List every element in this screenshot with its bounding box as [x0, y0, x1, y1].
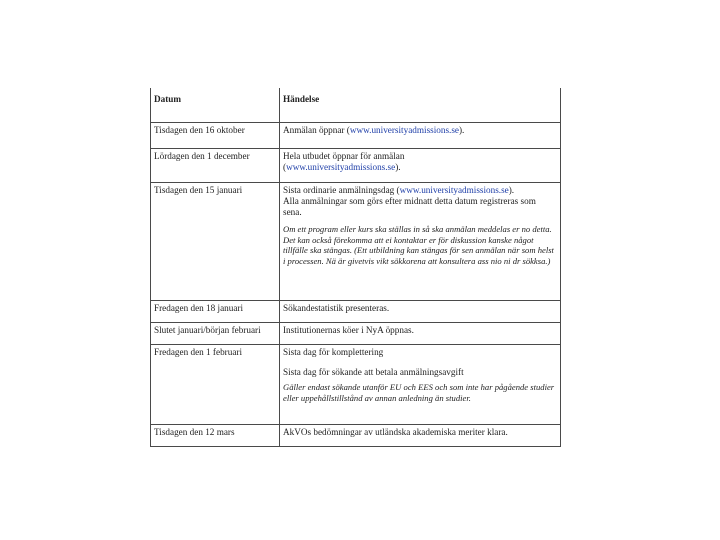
event-text: Sista dag för komplettering	[283, 347, 384, 357]
row-event	[280, 123, 561, 149]
schedule-table	[150, 88, 561, 447]
admissions-link[interactable]: www.universityadmissions.se	[349, 125, 459, 135]
row-event: AkVOs bedömningar av utländska akademiska meriter klara.	[280, 425, 561, 447]
row-date: Fredagen den 18 januari	[151, 301, 280, 323]
row-date: Lördagen den 1 december	[151, 149, 280, 183]
row-date: Tisdagen den 15 januari	[151, 183, 280, 301]
admissions-link[interactable]: www.universityadmissions.se	[286, 162, 396, 172]
event-text-end: ).	[395, 162, 401, 172]
event-text: Sista ordinarie anmälningsdag (	[283, 185, 400, 195]
row-date: Fredagen den 1 februari	[151, 345, 280, 425]
header-event: Händelse	[280, 88, 561, 123]
event-text: Anmälan öppnar (	[283, 125, 350, 135]
admissions-link[interactable]: www.universityadmissions.se	[399, 185, 509, 195]
table-row	[151, 123, 561, 149]
row-event	[280, 345, 561, 425]
row-event: Sökandestatistik presenteras.	[280, 301, 561, 323]
event-text-end: ).	[508, 185, 515, 195]
event-text-end: ).	[458, 125, 465, 135]
event-note: Om ett program eller kurs ska ställas in så ska anmälan meddelas er no detta. Det kan också förekomma att ei kontaktar er för diskussion kanske något tillfälle ska stängas. (Ett utbildning kan stängas för sen anmälan när som helst i processen. Nä är givetvis vikt sökkorena att konsultera ass nio ni dr sökksa.)	[283, 224, 554, 266]
event-note: Gäller endast sökande utanför EU och EES och som inte har pågående studier eller uppehållstillstånd av annan anledning än studier.	[283, 382, 555, 403]
table-row	[151, 149, 561, 183]
row-event: Institutionernas köer i NyA öppnas.	[280, 323, 561, 345]
event-line-2: Sista dag för sökande att betala anmälningsavgift	[283, 367, 464, 377]
table-header-row	[151, 88, 561, 123]
event-text: Hela utbudet öppnar för anmälan	[283, 151, 405, 161]
event-text-open: (	[283, 162, 287, 172]
table-row	[151, 425, 561, 447]
row-event	[280, 149, 561, 183]
row-event	[280, 183, 561, 301]
row-date: Slutet januari/början februari	[151, 323, 280, 345]
table-row	[151, 345, 561, 425]
header-date: Datum	[151, 88, 280, 123]
table-row	[151, 183, 561, 301]
table-row	[151, 301, 561, 323]
table-row	[151, 323, 561, 345]
row-date: Tisdagen den 16 oktober	[151, 123, 280, 149]
row-date: Tisdagen den 12 mars	[151, 425, 280, 447]
event-line-2: Alla anmälningar som görs efter midnatt detta datum registreras som sena.	[283, 196, 536, 217]
